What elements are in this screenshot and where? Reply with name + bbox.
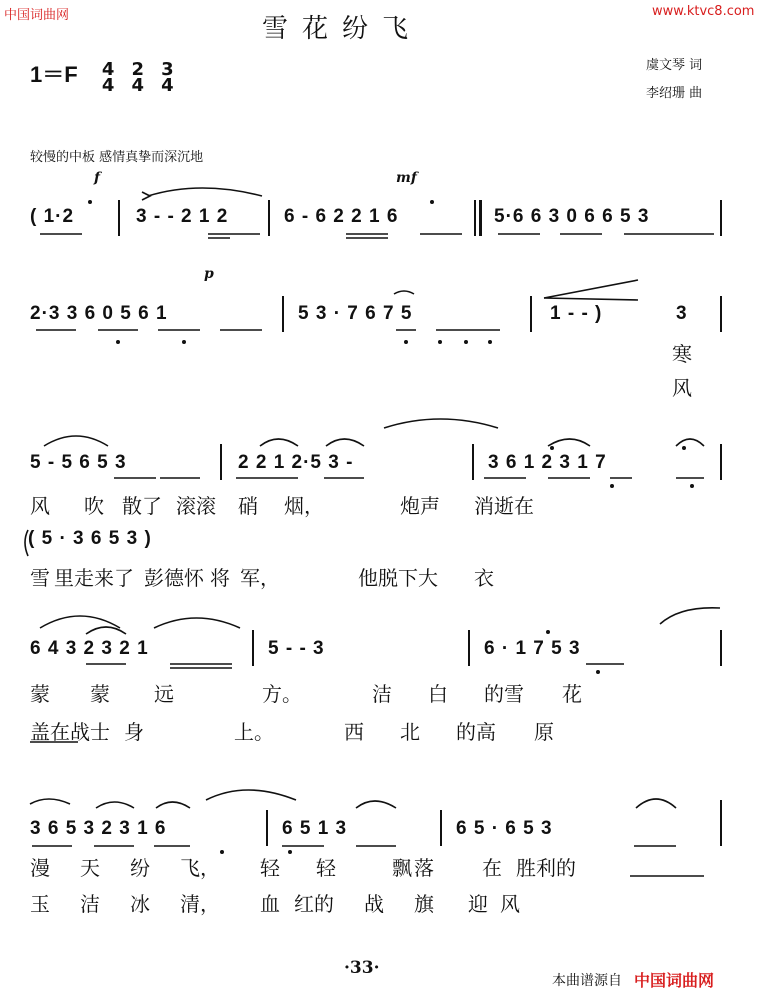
tie-mark (384, 419, 498, 428)
row3-bar2: 2 2 1 2·5 3 - (238, 452, 354, 473)
footer-source: 本曲谱源自 (552, 973, 622, 989)
slur-mark (96, 802, 134, 808)
decrescendo-mark (544, 280, 638, 298)
slur-mark (356, 801, 396, 808)
slur-mark (156, 802, 190, 808)
slur-mark (260, 439, 298, 446)
low-octave-dot (488, 340, 492, 344)
paren-mark (25, 530, 28, 556)
slur-mark (44, 436, 108, 446)
row4-bar2: 5 - - 3 (268, 638, 325, 659)
composer-credit: 李绍珊 曲 (646, 86, 703, 101)
lyricist-credit: 虞文琴 词 (646, 58, 703, 73)
row3-bar1: 5 - 5 6 5 3 (30, 452, 127, 473)
watermark-right: www.ktvc8.com (652, 4, 755, 19)
time-sig-2: 2 4 (131, 58, 145, 96)
lyric-r4v2: 盖在战士 身 上。 西 北 的高 原 (30, 720, 554, 744)
slur-mark (86, 627, 126, 634)
row1-bar4: 5·6 6 3 0 6 6 5 3 (494, 206, 650, 227)
watermark-left: 中国词曲网 (4, 8, 70, 23)
row1-bar2: 3 - - 2 1 2 (136, 206, 229, 227)
octave-dot (682, 446, 686, 450)
low-octave-dot (464, 340, 468, 344)
row4-bar3: 6 · 1 7 5 3 (484, 638, 581, 659)
low-octave-dot (610, 484, 614, 488)
low-octave-dot (220, 850, 224, 854)
slur-mark (30, 799, 70, 804)
slur-mark (40, 616, 120, 628)
row1-bar1: ( 1·2 (30, 206, 75, 227)
octave-dot (550, 446, 554, 450)
slur-mark (548, 439, 590, 446)
lyric-pre2: 风 (672, 376, 692, 400)
low-octave-dot (596, 670, 600, 674)
slur-mark (676, 439, 704, 446)
lyric-r3v2: 雪 里走来了 彭德怀 将 军， 他脱下大 衣 (30, 566, 494, 590)
tie-mark (206, 790, 296, 800)
row3-verse2-notes: ( 5 · 3 6 5 3 ) (28, 528, 152, 549)
low-octave-dot (438, 340, 442, 344)
row2-bar4: 3 (676, 303, 688, 324)
row2-bar3: 1 - - ) (550, 303, 603, 324)
decrescendo-mark (544, 298, 638, 300)
lyric-r5v1: 漫 天 纷 飞， 轻 轻 飘 落 在 胜利的 (30, 856, 576, 880)
time-sig-1: 4 4 (101, 58, 115, 96)
time-sig-3: 3 4 (161, 58, 174, 96)
dynamic-p: p (204, 266, 214, 282)
row4-bar1: 6 4 3 2 3 2 1 (30, 638, 149, 659)
tempo-marking: 较慢的中板 感情真挚而深沉地 (30, 150, 204, 165)
mordent-mark (394, 291, 414, 294)
row3-bar3: 3 6 1 2 3 1 7 (488, 452, 607, 473)
song-title: 雪花纷飞 (262, 14, 423, 44)
slur-mark (636, 799, 676, 808)
row5-bar1: 3 6 5 3 2 3 1 6 (30, 818, 167, 839)
page-number: ·33· (344, 958, 380, 978)
slur-mark (154, 618, 240, 628)
octave-dot (546, 630, 550, 634)
footer-site: 中国词曲网 (634, 971, 715, 990)
slur-mark (326, 439, 364, 446)
slur-mark (148, 188, 262, 196)
lyric-r5v2: 玉 洁 冰 清， 血 红的 战 旗 迎 风 (30, 892, 520, 916)
row2-bar2: 5 3 · 7 6 7 5 (298, 303, 413, 324)
low-octave-dot (404, 340, 408, 344)
dynamic-mf: mf (396, 170, 417, 186)
low-octave-dot (116, 340, 120, 344)
octave-dot (88, 200, 92, 204)
lyric-r3v1: 风 吹 散了 滚滚 硝 烟， 炮声 消逝在 (30, 494, 534, 518)
low-octave-dot (288, 850, 292, 854)
octave-dot (430, 200, 434, 204)
row5-bar3: 6 5 · 6 5 3 (456, 818, 553, 839)
accent-mark (142, 192, 150, 200)
lyric-pre1: 寒 (672, 342, 692, 366)
low-octave-dot (690, 484, 694, 488)
row5-bar2: 6 5 1 3 (282, 818, 348, 839)
tie-mark (660, 608, 720, 624)
lyric-r4v1: 蒙 蒙 远 方。 洁 白 的雪 花 (30, 682, 582, 706)
low-octave-dot (182, 340, 186, 344)
row1-bar3: 6 - 6 2 2 1 6 (284, 206, 399, 227)
key-label: 1＝F (30, 62, 78, 87)
dynamic-f: f (94, 170, 101, 186)
row2-bar1: 2·3 3 6 0 5 6 1 (30, 303, 168, 324)
